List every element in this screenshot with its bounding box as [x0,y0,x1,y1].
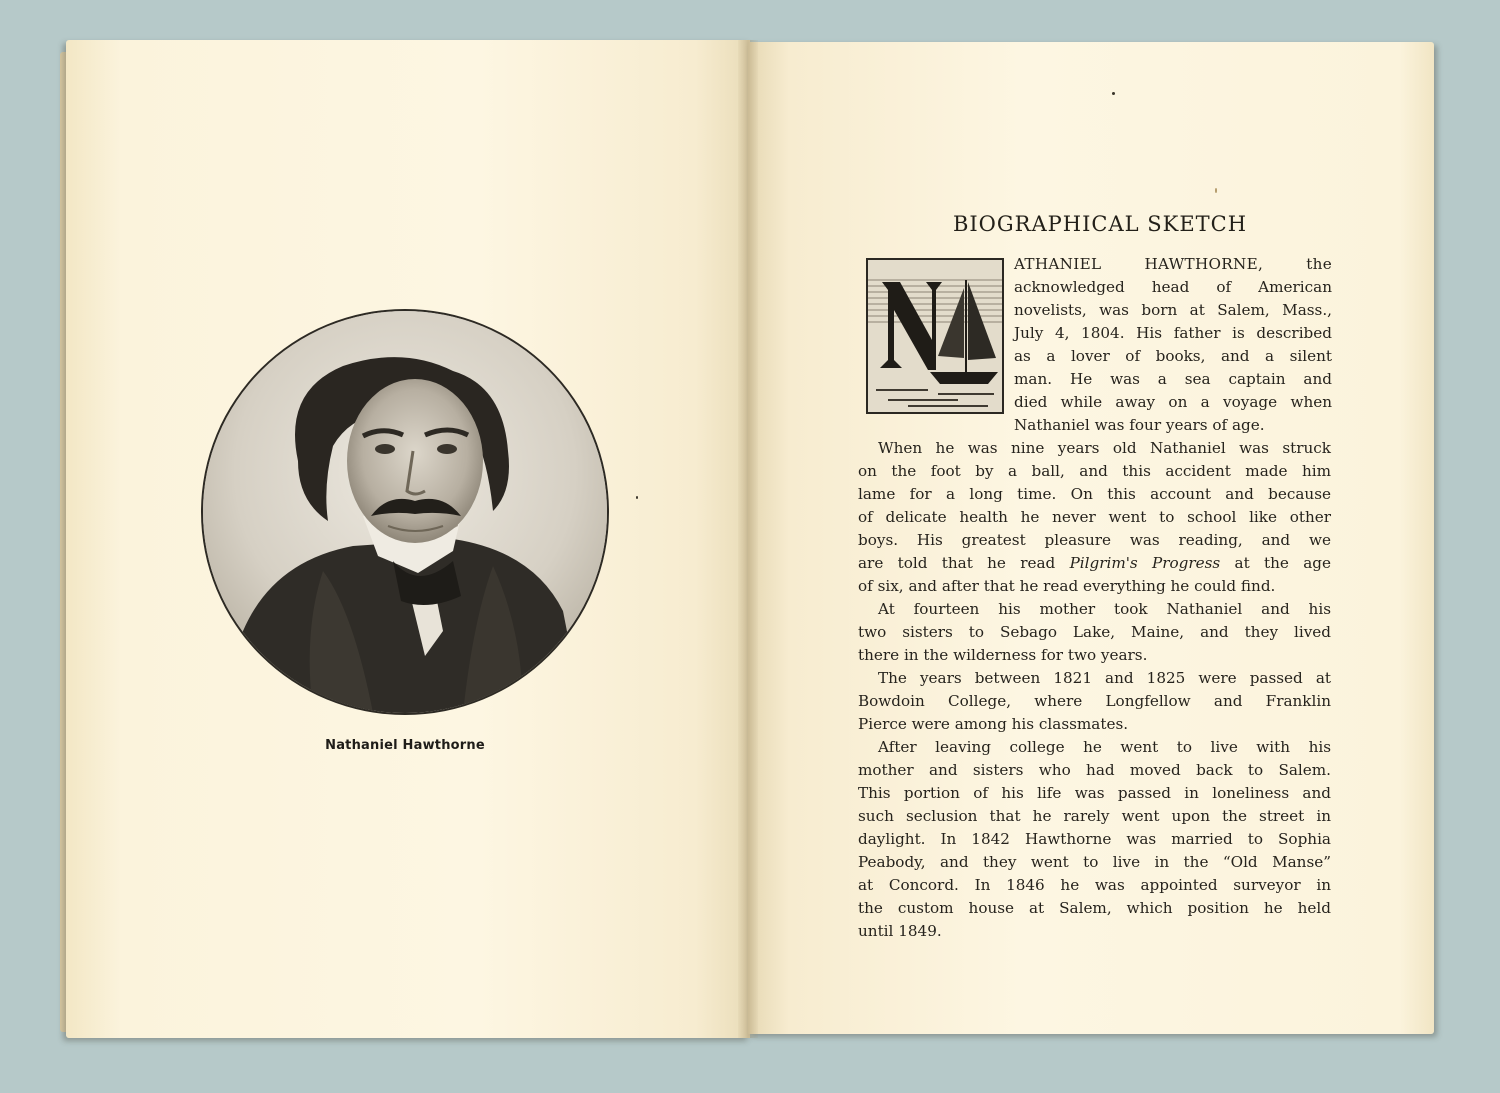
text-line: Peabody, and they went to live in the “Old Manse” [858,853,1331,871]
page-title: BIOGRAPHICAL SKETCH [952,212,1248,236]
text-line: until 1849. [858,922,942,940]
text-line: July 4, 1804. His father is described [1014,324,1332,342]
text-line: on the foot by a ball, and this accident made him [858,462,1331,480]
text-line: there in the wilderness for two years. [858,646,1148,664]
text-line: two sisters to Sebago Lake, Maine, and they lived [858,623,1331,641]
text-line: such seclusion that he rarely went upon the street in [858,807,1331,825]
text-line: as a lover of books, and a silent [1014,347,1332,365]
text-line: man. He was a sea captain and [1014,370,1332,388]
text-line: of six, and after that he read everything he could find. [858,577,1276,595]
portrait-caption: Nathaniel Hawthorne [325,738,485,753]
book-title: Pilgrim's Progress [1069,554,1221,572]
text-line: at Concord. In 1846 he was appointed surveyor in [858,876,1331,894]
text-line: Bowdoin College, where Longfellow and Franklin [858,692,1331,710]
book-gutter [738,40,758,1038]
opening-paragraph [1014,253,1332,437]
sailboat-illustration [868,260,1002,412]
text-line: died while away on a voyage when [1014,393,1332,411]
text-line: boys. His greatest pleasure was reading, and we [858,531,1331,549]
text-line: acknowledged head of American [1014,278,1332,296]
text-line: ATHANIEL HAWTHORNE, the [1014,255,1332,273]
biography-body [858,437,1331,943]
text-line: of delicate health he never went to school like other [858,508,1331,526]
portrait-image [203,311,607,713]
drop-cap-n-sailboat [866,258,1004,414]
portrait-engraving [201,309,609,715]
text-line: lame for a long time. On this account and because [858,485,1331,503]
text-line: When he was nine years old Nathaniel was struck [878,439,1331,457]
text-line: After leaving college he went to live with his [878,738,1331,756]
text-line: mother and sisters who had moved back to Salem. [858,761,1331,779]
text-line: the custom house at Salem, which position he held [858,899,1331,917]
text-line: daylight. In 1842 Hawthorne was married to Sophia [858,830,1331,848]
paper-speck [636,496,638,499]
text-line: The years between 1821 and 1825 were passed at [878,669,1331,687]
text-line: novelists, was born at Salem, Mass., [1014,301,1332,319]
text-line: Pierce were among his classmates. [858,715,1129,733]
text-line: At fourteen his mother took Nathaniel and his [878,600,1331,618]
text-line-with-book-title: are told that he read Pilgrim's Progress at the age [858,554,1331,572]
paper-speck [1112,92,1115,95]
text-line: Nathaniel was four years of age. [1014,416,1265,434]
text-line: This portion of his life was passed in loneliness and [858,784,1331,802]
paper-speck [1215,188,1217,193]
